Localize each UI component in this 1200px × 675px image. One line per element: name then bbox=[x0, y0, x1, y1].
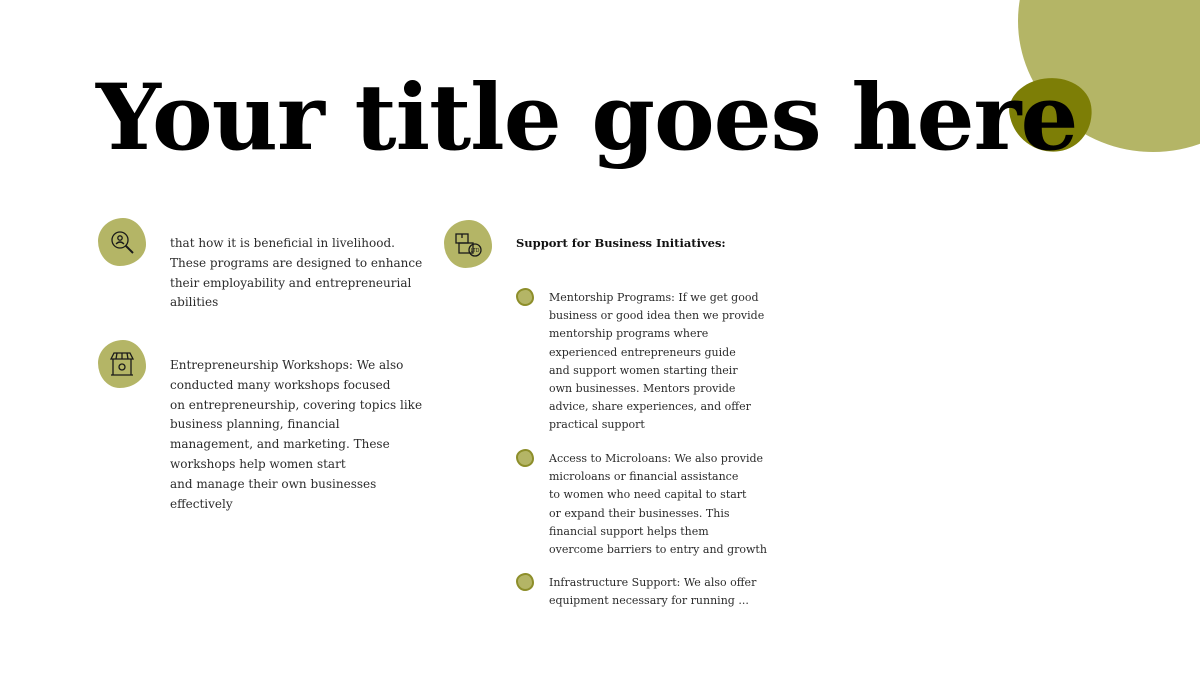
text-line: on entrepreneurship, covering topics like bbox=[170, 397, 423, 412]
text-line: workshops help women start bbox=[170, 456, 346, 471]
text-line: business planning, financial bbox=[170, 417, 340, 432]
bullet-1-text bbox=[549, 289, 771, 435]
text-line: experienced entrepreneurs guide bbox=[549, 345, 736, 359]
text-line: Infrastructure Support: We also offer bbox=[549, 576, 757, 589]
text-line: their employability and entrepreneurial bbox=[170, 275, 412, 290]
bullet-icon bbox=[516, 449, 534, 467]
text-line: Entrepreneurship Workshops: We also bbox=[170, 358, 404, 372]
bullet-icon bbox=[516, 573, 534, 591]
page-title: Your title goes here bbox=[96, 65, 1078, 171]
text-line: and support women starting their bbox=[549, 363, 738, 377]
text-line: abilities bbox=[170, 295, 219, 310]
text-line: advice, share experiences, and offer bbox=[549, 400, 751, 414]
text-line: practical support bbox=[549, 418, 645, 432]
text-line: business or good idea then we provide bbox=[549, 309, 765, 323]
text-line: and manage their own businesses bbox=[170, 476, 377, 491]
text-line: effectively bbox=[170, 496, 233, 511]
text-line: conducted many workshops focused bbox=[170, 377, 391, 392]
left-item-1-text bbox=[170, 234, 423, 313]
text-line: equipment necessary for running ... bbox=[549, 594, 749, 608]
text-line: own businesses. Mentors provide bbox=[549, 382, 736, 396]
text-line: that how it is beneficial in livelihood. bbox=[170, 236, 395, 250]
text-line: financial support helps them bbox=[549, 524, 709, 538]
bullet-icon bbox=[516, 288, 534, 306]
text-line: mentorship programs where bbox=[549, 327, 709, 341]
text-line: to women who need capital to start bbox=[549, 488, 747, 502]
text-line: microloans or financial assistance bbox=[549, 470, 739, 484]
bullet-3-text bbox=[549, 574, 771, 610]
magnifier-people-icon bbox=[98, 218, 146, 266]
bullet-2-text bbox=[549, 450, 771, 559]
left-item-2-text bbox=[170, 356, 423, 514]
text-line: management, and marketing. These bbox=[170, 437, 390, 452]
text-line: overcome barriers to entry and growth bbox=[549, 543, 767, 557]
ltd-boxes-icon bbox=[444, 220, 492, 268]
text-line: or expand their businesses. This bbox=[549, 506, 730, 520]
storefront-icon bbox=[98, 340, 146, 388]
text-line: Mentorship Programs: If we get good bbox=[549, 291, 759, 304]
svg-text:LTD: LTD bbox=[470, 248, 480, 254]
text-line: These programs are designed to enhance bbox=[170, 255, 423, 270]
section-heading: Support for Business Initiatives: bbox=[516, 236, 726, 250]
text-line: Access to Microloans: We also provide bbox=[549, 452, 764, 465]
